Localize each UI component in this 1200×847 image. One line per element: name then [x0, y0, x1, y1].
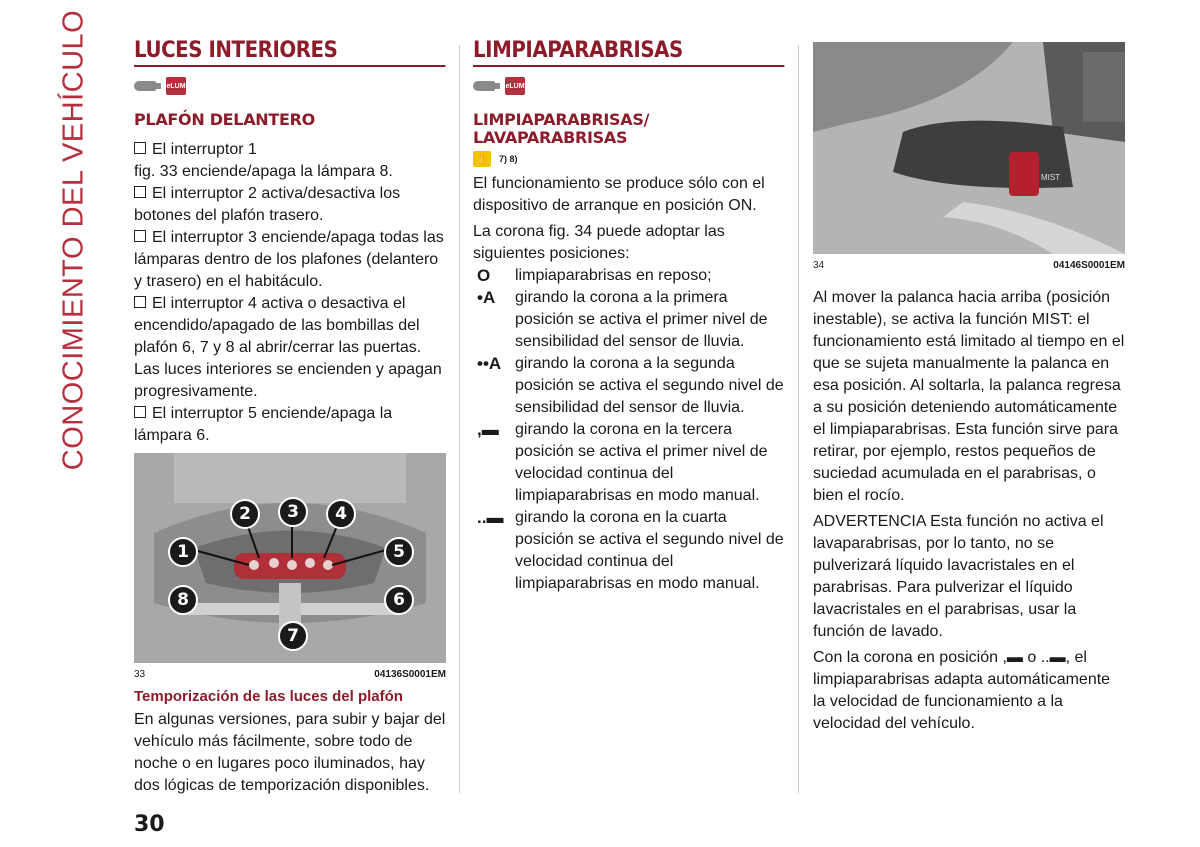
callout-1: 1: [168, 537, 198, 567]
figure-code: 04146S0001EM: [1053, 260, 1125, 271]
paragraph: El interruptor 1: [134, 139, 446, 161]
position-item: •A girando la corona a la primera posición se activa el primer nivel de sensibilidad del sensor de lluvia.: [473, 287, 785, 353]
side-chapter-title: [34, 9, 114, 471]
callout-5: 5: [384, 537, 414, 567]
paragraph: El funcionamiento se produce sólo con el dispositivo de arranque en posición ON.: [473, 175, 765, 214]
checkbox-square-icon: [134, 142, 146, 154]
figure-number: 33: [134, 669, 146, 680]
callout-8: 8: [168, 585, 198, 615]
timer-heading: Temporización de las luces del plafón: [134, 688, 403, 705]
subsection-title: LIMPIAPARABRISAS/ LAVAPARABRISAS: [473, 110, 650, 147]
wiper-lever-illustration: [813, 42, 1125, 254]
column-mist: [813, 42, 1125, 735]
subsection-title: PLAFÓN DELANTERO: [134, 110, 315, 129]
warning-references: 7) 8): [499, 154, 518, 164]
warning-hand-icon: ✋: [473, 151, 491, 167]
section-title: LUCES INTERIORES: [134, 38, 446, 67]
position-symbol-icon: ..▬: [477, 508, 504, 527]
position-symbol-icon: ••A: [477, 354, 502, 373]
timer-paragraph: En algunas versiones, para subir y bajar del vehículo más fácilmente, sobre todo de noche o en lugares poco iluminados, hay dos lógicas de temporización disponibles.: [134, 711, 446, 794]
page-number: 30: [134, 812, 165, 837]
callout-7: 7: [278, 621, 308, 651]
figure-34-wiper-lever: [813, 42, 1125, 254]
figure-code: 04136S0001EM: [374, 669, 446, 680]
position-symbol-icon: O: [477, 266, 491, 285]
warning-row: [473, 151, 785, 167]
elum-badge: eLUM: [166, 77, 186, 95]
callout-4: 4: [326, 499, 356, 529]
chapter-title-text: CONOCIMIENTO DEL VEHÍCULO: [57, 9, 90, 471]
column-divider: [798, 45, 799, 793]
callout-2: 2: [230, 499, 260, 529]
paragraph: El interruptor 3 enciende/apaga todas las lámparas dentro de los plafones (delantero y trasero) en el habitáculo.: [134, 229, 444, 290]
figure-caption: [134, 669, 446, 680]
position-item: O limpiaparabrisas en reposo;: [473, 265, 785, 287]
position-symbol-icon: •A: [477, 288, 496, 307]
position-item: ••A girando la corona a la segunda posición se activa el segundo nivel de sensibilidad del sensor de lluvia.: [473, 353, 785, 419]
elum-badge-row: [473, 75, 785, 97]
pointing-hand-icon: [134, 81, 156, 91]
paragraph: ADVERTENCIA Esta función no activa el lavaparabrisas, por lo tanto, no se pulverizará líquido lavacristales en el parabrisas. Para pulverizar el líquido lavacristales en el parabrisas, usar la función de lavado.: [813, 513, 1104, 640]
figure-number: 34: [813, 260, 825, 271]
callout-6: 6: [384, 585, 414, 615]
checkbox-square-icon: [134, 186, 146, 198]
paragraph: Con la corona en posición ,▬ o ..▬, el limpiaparabrisas adapta automáticamente la velocidad de funcionamiento a la velocidad del vehículo.: [813, 649, 1111, 732]
position-symbol-icon: ,▬: [477, 420, 499, 439]
checkbox-square-icon: [134, 230, 146, 242]
position-item: ,▬ girando la corona en la tercera posición se activa el primer nivel de velocidad continua del limpiaparabrisas en modo manual.: [473, 419, 785, 507]
column-divider: [459, 45, 460, 793]
callout-3: 3: [278, 497, 308, 527]
section-title: LIMPIAPARABRISAS: [473, 38, 785, 67]
pointing-hand-icon: [473, 81, 495, 91]
checkbox-square-icon: [134, 406, 146, 418]
checkbox-square-icon: [134, 296, 146, 308]
figure-33-ceiling-panel: [134, 453, 446, 663]
column-interior-lights: [134, 38, 446, 797]
paragraph: fig. 33 enciende/apaga la lámpara 8.: [134, 163, 393, 180]
paragraph: La corona fig. 34 puede adoptar las siguientes posiciones:: [473, 223, 725, 262]
column-wipers: [473, 38, 785, 595]
paragraph: Al mover la palanca hacia arriba (posición inestable), se activa la función MIST: el funcionamiento está limitado al tiempo en el que se sujeta manualmente la palanca en esa posición. Al soltarla, la palanca regresa a su posición deteniendo automáticamente el limpiaparabrisas. Esta función sirve para retirar, por ejemplo, restos pequeños de suciedad acumulada en el parabrisas, o bien el rocío.: [813, 289, 1125, 504]
paragraph: El interruptor 4 activa o desactiva el encendido/apagado de las bombillas del plafón 6, 7 y 8 al abrir/cerrar las puertas. Las luces interiores se encienden y apagan progresivamente.: [134, 295, 442, 400]
paragraph: El interruptor 5 enciende/apaga la lámpara 6.: [134, 405, 393, 444]
paragraph: El interruptor 2 activa/desactiva los botones del plafón trasero.: [134, 185, 401, 224]
elum-badge: eLUM: [505, 77, 525, 95]
position-item: ..▬ girando la corona en la cuarta posición se activa el segundo nivel de velocidad continua del limpiaparabrisas en modo manual.: [473, 507, 785, 595]
figure-caption: [813, 260, 1125, 271]
lever-mist-label: MIST: [1041, 173, 1061, 182]
elum-badge-row: [134, 75, 446, 97]
